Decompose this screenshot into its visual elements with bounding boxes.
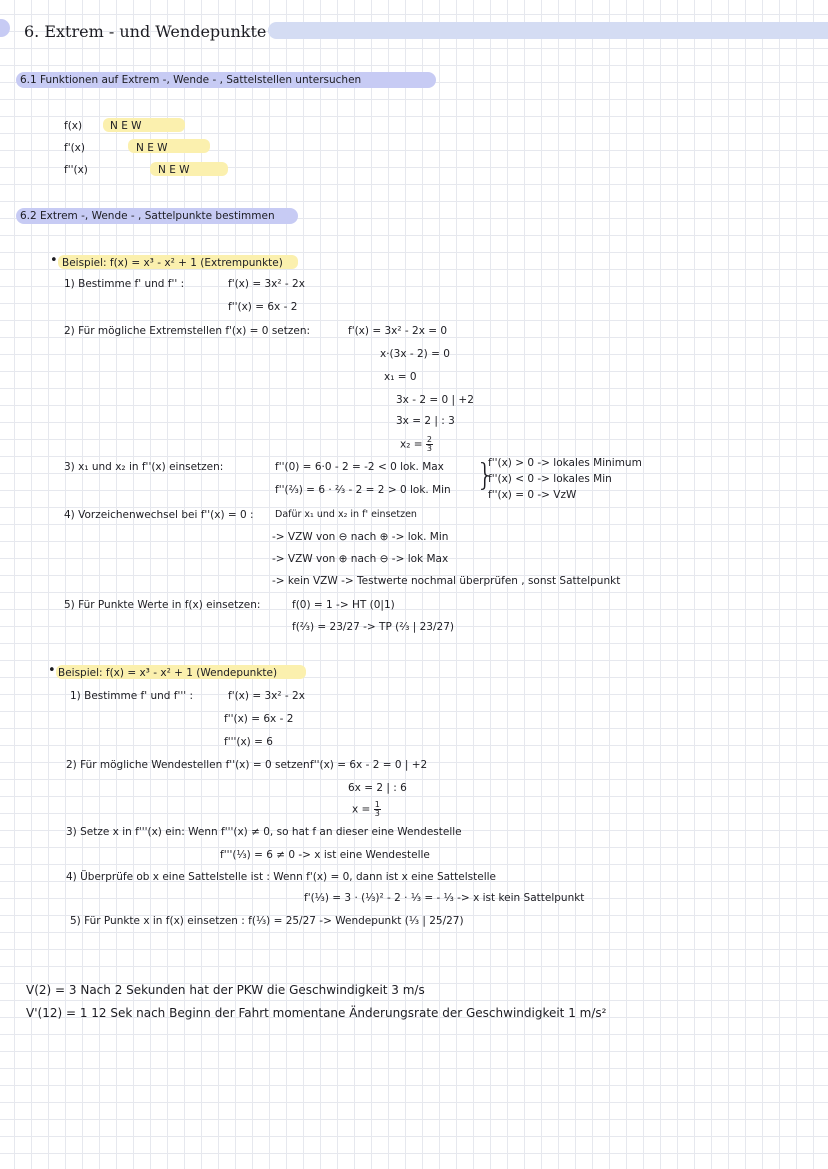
ex2-x-lhs: x = [352,803,371,816]
ex1-step5: 5) Für Punkte Werte in f(x) einsetzen: [64,599,261,611]
ex1-step2-eq1: f'(x) = 3x² - 2x = 0 [348,325,448,337]
ex1-step4-note: Dafür x₁ und x₂ in f' einsetzen [275,509,417,520]
ex1-step2-eq2: x·(3x - 2) = 0 [380,348,450,360]
rule-negative: f''(x) < 0 -> lokales Min [488,473,612,485]
ex1-step5-eq1: f(0) = 1 -> HT (0|1) [292,599,395,611]
ex2-step2-eq1: f''(x) = 6x - 2 = 0 | +2 [310,759,428,771]
row3-function: f''(x) [64,164,88,176]
fraction-numerator: 2 [426,435,432,444]
ex2-step3-eq1: f'''(⅓) = 6 ≠ 0 -> x ist eine Wendestelle [220,849,430,861]
rule-positive: f''(x) > 0 -> lokales Minimum [488,457,642,469]
ex1-step2-eq5: 3x = 2 | : 3 [396,415,455,427]
ex1-step4: 4) Vorzeichenwechsel bei f''(x) = 0 : [64,509,254,521]
ex1-x2-fraction [426,436,433,453]
footer-line1: V(2) = 3 Nach 2 Sekunden hat der PKW die Geschwindigkeit 3 m/s [26,983,425,997]
bullet-ex2: • [48,663,56,678]
ex1-step3-eq2: f''(⅔) = 6 · ⅔ - 2 = 2 > 0 lok. Min [275,484,451,496]
ex1-step3: 3) x₁ und x₂ in f''(x) einsetzen: [64,461,224,473]
ex1-step2-eq3: x₁ = 0 [384,371,417,383]
ex2-step1: 1) Bestimme f' und f''' : [70,690,194,702]
ex1-step4-case3: -> kein VZW -> Testwerte nochmal überprüfen , sonst Sattelpunkt [272,575,621,587]
ex2-step3: 3) Setze x in f'''(x) ein: Wenn f'''(x) ≠ 0, so hat f an dieser eine Wendestelle [66,826,462,838]
row1-letters: N E W [110,120,142,132]
ex2-step2-eq2: 6x = 2 | : 6 [348,782,407,794]
fraction-numerator: 1 [374,800,380,809]
row2-function: f'(x) [64,142,85,154]
section2-heading: 6.2 Extrem -, Wende - , Sattelpunkte bestimmen [20,210,275,222]
page-title: 6. Extrem - und Wendepunkte [24,22,267,41]
ex1-title: Beispiel: f(x) = x³ - x² + 1 (Extrempunkte) [62,257,283,269]
ex2-step4-eq1: f'(⅓) = 3 · (⅓)² - 2 · ⅓ = - ⅓ -> x ist kein Sattelpunkt [304,892,585,904]
ex2-step2: 2) Für mögliche Wendestellen f''(x) = 0 setzen: [66,759,314,771]
bullet-ex1: • [50,253,58,268]
ex1-step4-case1: -> VZW von ⊖ nach ⊕ -> lok. Min [272,531,449,543]
fraction-denominator: 3 [426,444,432,453]
footer-line2: V'(12) = 1 12 Sek nach Beginn der Fahrt momentane Änderungsrate der Geschwindigkeit 1 m/s² [26,1006,607,1020]
ex2-x-fraction [374,801,381,818]
ex2-title: Beispiel: f(x) = x³ - x² + 1 (Wendepunkte) [58,667,278,679]
section1-heading: 6.1 Funktionen auf Extrem -, Wende - , Sattelstellen untersuchen [20,74,362,86]
ex2-step4: 4) Überprüfe ob x eine Sattelstelle ist : Wenn f'(x) = 0, dann ist x eine Sattelstelle [66,871,497,883]
ex1-x2-lhs: x₂ = [400,438,423,451]
ex2-step5: 5) Für Punkte x in f(x) einsetzen : f(⅓) = 25/27 -> Wendepunkt (⅓ | 25/27) [70,915,464,927]
ex1-step5-eq2: f(⅔) = 23/27 -> TP (⅔ | 23/27) [292,621,454,633]
ex2-step1-eq2: f''(x) = 6x - 2 [224,713,294,725]
brace-icon: } [476,458,496,493]
row3-letters: N E W [158,164,190,176]
ex1-step2-eq6 [400,436,433,453]
ex1-step2-eq4: 3x - 2 = 0 | +2 [396,394,474,406]
ex1-step1-eq1: f'(x) = 3x² - 2x [228,278,305,290]
fraction-denominator: 3 [374,809,380,818]
ex2-step1-eq3: f'''(x) = 6 [224,736,273,748]
ex1-step1-eq2: f''(x) = 6x - 2 [228,301,298,313]
ex1-step1: 1) Bestimme f' und f'' : [64,278,185,290]
row1-function: f(x) [64,120,83,132]
title-banner [268,22,828,39]
ex1-step4-case2: -> VZW von ⊕ nach ⊖ -> lok Max [272,553,449,565]
row2-letters: N E W [136,142,168,154]
rule-zero: f''(x) = 0 -> VzW [488,489,577,501]
ex2-step1-eq1: f'(x) = 3x² - 2x [228,690,305,702]
ex2-step2-eq3 [352,801,381,818]
ex1-step3-eq1: f''(0) = 6·0 - 2 = -2 < 0 lok. Max [275,461,444,473]
highlight-dot [0,19,10,37]
ex1-step2: 2) Für mögliche Extremstellen f'(x) = 0 setzen: [64,325,311,337]
